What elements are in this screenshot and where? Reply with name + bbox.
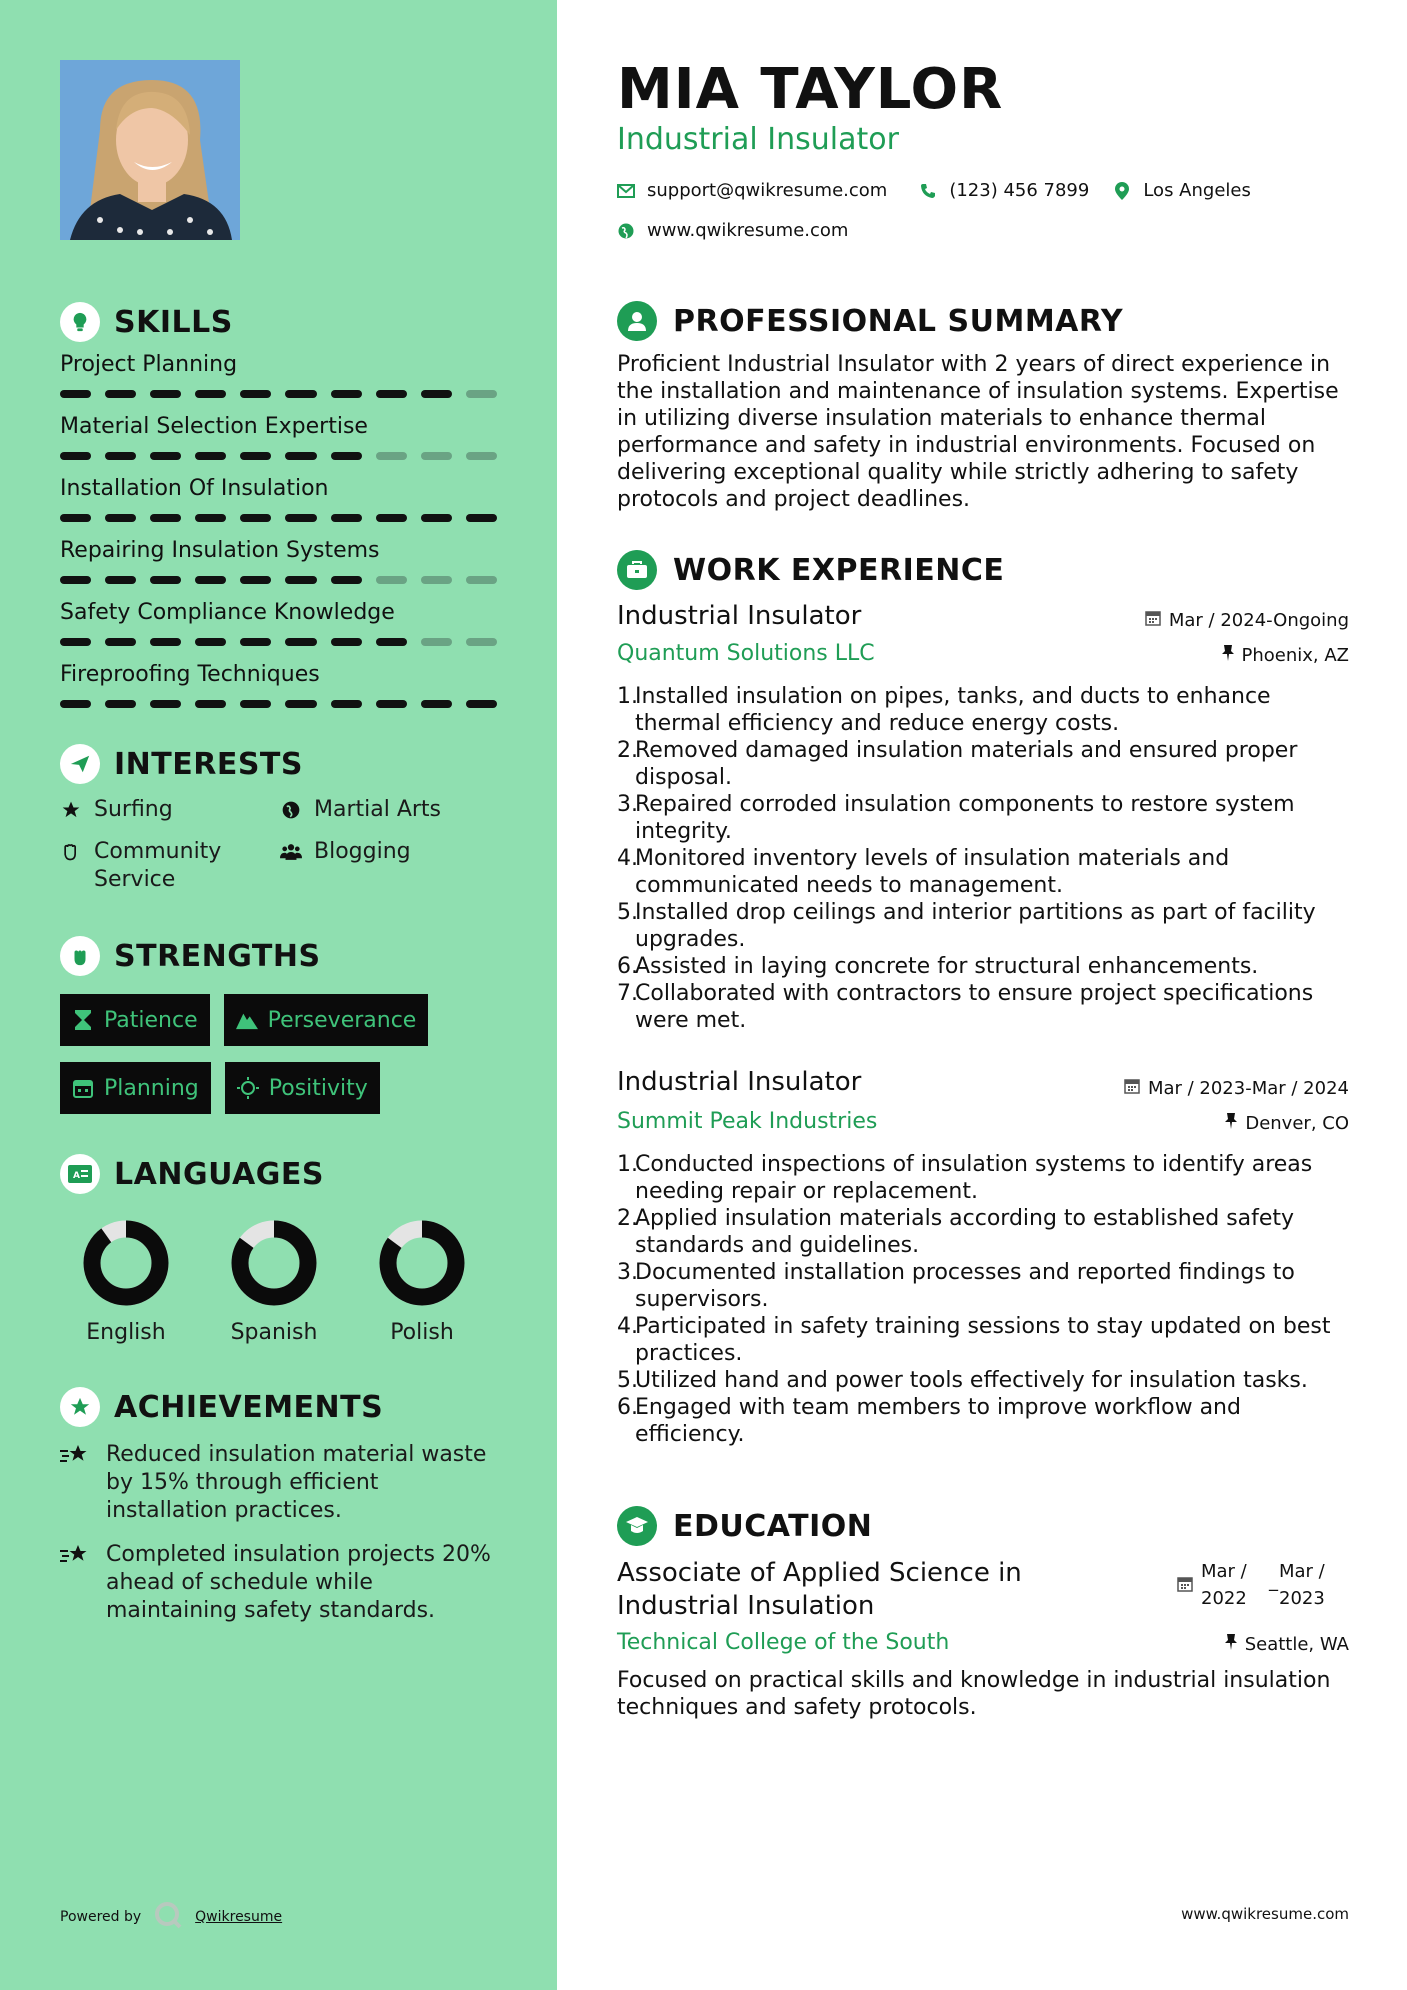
interest-item	[60, 796, 280, 824]
candidate-name: MIA TAYLOR	[617, 57, 1004, 122]
skill-rating-dash	[285, 390, 316, 398]
language-level-ring	[231, 1220, 317, 1306]
star-icon	[60, 796, 82, 824]
pushpin-icon	[1222, 645, 1234, 666]
powered-brand-link[interactable]: Qwikresume	[195, 1909, 283, 1925]
education-title: EDUCATION	[673, 1508, 873, 1544]
skill-rating	[60, 576, 497, 584]
powered-label: Powered by	[60, 1909, 142, 1925]
map-pin-icon	[1113, 182, 1131, 200]
bullet-text: Engaged with team members to improve workflow and efficiency.	[635, 1395, 1241, 1447]
skill-rating-dash	[331, 700, 362, 708]
skill-name: Safety Compliance Knowledge	[60, 600, 395, 625]
bullet-text: Monitored inventory levels of insulation materials and communicated needs to management.	[635, 846, 1230, 898]
interest-item	[280, 838, 500, 894]
qwikresume-logo-icon	[153, 1900, 183, 1934]
languages-heading	[60, 1152, 497, 1196]
skill-rating-dash	[240, 576, 271, 584]
language-name: Spanish	[230, 1320, 318, 1345]
skill-rating-dash	[150, 390, 181, 398]
phone-icon	[919, 182, 937, 200]
skill-rating-dash	[376, 514, 407, 522]
candidate-role: Industrial Insulator	[617, 122, 899, 157]
skill-rating-dash	[195, 390, 226, 398]
education-start-year: 2022	[1201, 1588, 1247, 1609]
strength-label: Planning	[104, 1075, 199, 1101]
globe-icon	[617, 222, 635, 240]
contact-row	[617, 180, 1251, 201]
skill-rating-dash	[60, 700, 91, 708]
envelope-icon	[617, 182, 635, 200]
skill-rating-dash	[240, 452, 271, 460]
job-location-text: Denver, CO	[1245, 1113, 1349, 1134]
skill-rating-dash	[331, 576, 362, 584]
strength-badge	[225, 1062, 380, 1114]
degree-line-2: Industrial Insulation	[617, 1591, 875, 1621]
skill-rating-dash	[331, 390, 362, 398]
bullet-text: Participated in safety training sessions to stay updated on best practices.	[635, 1314, 1331, 1366]
bullet-text: Documented installation processes and reported findings to supervisors.	[635, 1260, 1295, 1312]
skill-rating-dash	[195, 514, 226, 522]
skill-item	[60, 474, 497, 522]
skill-rating-dash	[105, 700, 136, 708]
phone-text: (123) 456 7899	[949, 180, 1090, 201]
strength-badge	[224, 994, 429, 1046]
bullet-text: Conducted inspections of insulation systems to identify areas needing repair or replacement.	[635, 1152, 1313, 1204]
skill-rating	[60, 514, 497, 522]
briefcase-icon	[617, 550, 657, 590]
degree-line-1: Associate of Applied Science in	[617, 1558, 1022, 1588]
job-bullets	[617, 1151, 1352, 1448]
skill-rating-dash	[421, 700, 452, 708]
email-link[interactable]: support@qwikresume.com	[647, 180, 888, 201]
strengths-list	[60, 994, 500, 1114]
skill-rating-dash	[376, 638, 407, 646]
job-date-text: Mar / 2023-Mar / 2024	[1147, 1078, 1349, 1099]
bullet-number: 4.	[617, 846, 638, 871]
interests-list	[60, 796, 497, 894]
achievement-text: Reduced insulation material waste by 15% through efficient installation practices.	[106, 1442, 487, 1523]
skill-name: Material Selection Expertise	[60, 414, 368, 439]
skill-rating-dash	[60, 390, 91, 398]
footer-url[interactable]: www.qwikresume.com	[1181, 1905, 1349, 1923]
interest-label: Martial Arts	[314, 797, 442, 822]
skill-rating-dash	[105, 576, 136, 584]
skill-rating-dash	[195, 452, 226, 460]
job-title: Industrial Insulator	[617, 1067, 862, 1097]
skill-rating	[60, 452, 497, 460]
skill-rating-dash	[421, 638, 452, 646]
skill-rating-dash	[150, 514, 181, 522]
skill-rating-dash	[376, 700, 407, 708]
skill-rating-dash	[105, 390, 136, 398]
language-level-ring	[379, 1220, 465, 1306]
users-icon	[280, 838, 302, 866]
website-link[interactable]: www.qwikresume.com	[647, 220, 849, 241]
job-bullet	[617, 845, 1352, 899]
skill-rating-dash	[240, 638, 271, 646]
skill-rating-dash	[421, 514, 452, 522]
achievement-item	[60, 1541, 497, 1625]
skill-rating-dash	[285, 576, 316, 584]
skill-rating-dash	[60, 576, 91, 584]
job-date	[1124, 1078, 1349, 1099]
skill-rating	[60, 638, 497, 646]
skill-rating-dash	[466, 576, 497, 584]
skill-rating-dash	[285, 514, 316, 522]
hand-icon	[60, 838, 82, 866]
job-location	[1225, 1113, 1349, 1134]
skill-rating-dash	[195, 576, 226, 584]
skill-rating-dash	[60, 638, 91, 646]
job-bullet	[617, 1151, 1352, 1205]
paper-plane-icon	[60, 744, 100, 784]
school-name: Technical College of the South	[617, 1630, 950, 1655]
job-bullet	[617, 1394, 1352, 1448]
achievements-title: ACHIEVEMENTS	[114, 1389, 384, 1425]
job-location-text: Phoenix, AZ	[1241, 645, 1349, 666]
user-icon	[617, 301, 657, 341]
skill-rating-dash	[376, 390, 407, 398]
languages-title: LANGUAGES	[114, 1156, 324, 1192]
skill-rating-dash	[466, 514, 497, 522]
bullet-number: 7.	[617, 981, 638, 1006]
skill-rating-dash	[240, 514, 271, 522]
calendar-icon	[1145, 610, 1161, 631]
skills-list	[60, 350, 497, 708]
bullet-text: Repaired corroded insulation components to restore system integrity.	[635, 792, 1295, 844]
bullet-text: Utilized hand and power tools effectively for insulation tasks.	[635, 1368, 1308, 1393]
hourglass-icon	[72, 1009, 94, 1031]
summary-text: Proficient Industrial Insulator with 2 years of direct experience in the installation and maintenance of insulation systems. Expertise in utilizing diverse insulation materials to enhance thermal performance and safety in industrial environments. Focused on delivering exceptional quality while strictly adhering to safety protocols and project deadlines.	[617, 352, 1339, 512]
interest-label: Community Service	[94, 839, 222, 892]
skill-rating-dash	[376, 452, 407, 460]
skill-rating-dash	[285, 638, 316, 646]
skill-rating-dash	[105, 638, 136, 646]
job-bullet	[617, 1259, 1352, 1313]
language-item	[226, 1220, 322, 1345]
education-dash: _	[1269, 1571, 1278, 1592]
skill-rating-dash	[331, 638, 362, 646]
bullet-text: Installed drop ceilings and interior partitions as part of facility upgrades.	[635, 900, 1316, 952]
language-ring-fill	[92, 1229, 160, 1297]
skill-rating-dash	[150, 452, 181, 460]
lightbulb-icon	[60, 302, 100, 342]
degree-title	[617, 1557, 1022, 1623]
language-name: English	[86, 1320, 166, 1345]
powered-by	[60, 1900, 282, 1934]
summary-heading	[617, 301, 1123, 341]
summary-title: PROFESSIONAL SUMMARY	[673, 303, 1124, 339]
education-end-year: 2023	[1279, 1588, 1325, 1609]
skill-item	[60, 412, 497, 460]
skill-rating-dash	[60, 452, 91, 460]
job-company: Quantum Solutions LLC	[617, 641, 875, 666]
skill-name: Installation Of Insulation	[60, 476, 329, 501]
job-bullet	[617, 683, 1352, 737]
experience-title: WORK EXPERIENCE	[673, 552, 1005, 588]
skill-item	[60, 598, 497, 646]
fist-icon	[60, 936, 100, 976]
achievement-text: Completed insulation projects 20% ahead of schedule while maintaining safety standards.	[106, 1542, 491, 1623]
bullet-text: Applied insulation materials according to established safety standards and guidelines.	[635, 1206, 1295, 1258]
interest-item	[60, 838, 280, 894]
calendar-icon	[72, 1077, 94, 1099]
skill-rating-dash	[150, 576, 181, 584]
bullet-number: 3.	[617, 792, 638, 817]
strength-badge	[60, 994, 210, 1046]
language-icon	[60, 1154, 100, 1194]
language-item	[78, 1220, 174, 1345]
interest-label: Surfing	[94, 797, 173, 822]
shooting-star-icon	[60, 1441, 92, 1525]
skill-rating-dash	[240, 700, 271, 708]
strength-label: Positivity	[268, 1075, 368, 1101]
achievements-heading	[60, 1385, 497, 1429]
skill-rating-dash	[105, 452, 136, 460]
job-title: Industrial Insulator	[617, 601, 862, 631]
svg-text:A: A	[73, 1171, 80, 1181]
bullet-number: 4.	[617, 1314, 638, 1339]
bullet-number: 2.	[617, 1206, 638, 1231]
calendar-icon	[1124, 1078, 1140, 1099]
skill-name: Fireproofing Techniques	[60, 662, 320, 687]
skill-rating-dash	[466, 390, 497, 398]
skill-rating-dash	[150, 638, 181, 646]
skill-rating-dash	[421, 452, 452, 460]
skill-rating	[60, 390, 497, 398]
strengths-heading	[60, 934, 497, 978]
location-text: Los Angeles	[1143, 180, 1251, 201]
job-bullet	[617, 1367, 1352, 1394]
bullet-number: 2.	[617, 738, 638, 763]
bullet-number: 1.	[617, 1152, 638, 1177]
star-badge-icon	[60, 1387, 100, 1427]
profile-photo	[60, 60, 240, 240]
language-level-ring	[83, 1220, 169, 1306]
job-bullets	[617, 683, 1352, 1034]
job-bullet	[617, 953, 1352, 980]
skill-name: Repairing Insulation Systems	[60, 538, 380, 563]
skill-rating-dash	[240, 390, 271, 398]
achievements-list	[60, 1441, 497, 1625]
job-bullet	[617, 737, 1352, 791]
bullet-text: Assisted in laying concrete for structural enhancements.	[635, 954, 1259, 979]
job-bullet	[617, 1313, 1352, 1367]
strength-label: Perseverance	[267, 1007, 417, 1033]
strength-label: Patience	[104, 1007, 198, 1033]
skill-item	[60, 536, 497, 584]
calendar-icon	[1177, 1576, 1193, 1596]
school-location-text: Seattle, WA	[1244, 1634, 1349, 1655]
interests-heading	[60, 742, 497, 786]
skill-rating-dash	[376, 576, 407, 584]
skill-rating-dash	[466, 638, 497, 646]
bullet-text: Installed insulation on pipes, tanks, and ducts to enhance thermal efficiency and reduce energy costs.	[635, 684, 1271, 736]
experience-heading	[617, 550, 1004, 590]
strength-badge	[60, 1062, 211, 1114]
interests-title: INTERESTS	[114, 746, 303, 782]
skill-rating-dash	[285, 700, 316, 708]
skill-rating-dash	[421, 390, 452, 398]
skill-rating-dash	[466, 700, 497, 708]
job-bullet	[617, 791, 1352, 845]
skill-item	[60, 660, 497, 708]
bullet-number: 3.	[617, 1260, 638, 1285]
job-location	[1222, 645, 1350, 666]
mountain-icon	[236, 1009, 258, 1031]
sun-icon	[237, 1077, 259, 1099]
skill-rating-dash	[285, 452, 316, 460]
pushpin-icon	[1225, 1113, 1237, 1134]
skill-rating-dash	[195, 700, 226, 708]
skill-rating-dash	[60, 514, 91, 522]
skills-heading	[60, 300, 497, 344]
job-company: Summit Peak Industries	[617, 1109, 878, 1134]
skill-name: Project Planning	[60, 352, 238, 377]
skill-rating-dash	[331, 514, 362, 522]
shooting-star-icon	[60, 1541, 92, 1625]
school-location	[1225, 1634, 1349, 1655]
bullet-number: 1.	[617, 684, 638, 709]
strengths-title: STRENGTHS	[114, 938, 321, 974]
skill-rating-dash	[466, 452, 497, 460]
education-start	[1201, 1558, 1247, 1612]
language-name: Polish	[390, 1320, 454, 1345]
language-item	[374, 1220, 470, 1345]
education-start-month: Mar /	[1201, 1561, 1247, 1582]
skill-rating-dash	[331, 452, 362, 460]
skill-item	[60, 350, 497, 398]
job-bullet	[617, 980, 1352, 1034]
bullet-number: 6.	[617, 1395, 638, 1420]
achievement-item	[60, 1441, 497, 1525]
globe-icon	[280, 796, 302, 824]
education-end-month: Mar /	[1279, 1561, 1325, 1582]
skill-rating-dash	[195, 638, 226, 646]
pushpin-icon	[1225, 1634, 1237, 1655]
education-heading	[617, 1506, 872, 1546]
education-end	[1279, 1558, 1325, 1612]
website-row	[617, 220, 848, 241]
job-bullet	[617, 899, 1352, 953]
skill-rating-dash	[105, 514, 136, 522]
bullet-text: Removed damaged insulation materials and ensured proper disposal.	[635, 738, 1298, 790]
sidebar	[0, 0, 557, 1990]
skill-rating-dash	[150, 700, 181, 708]
bullet-number: 5.	[617, 1368, 638, 1393]
languages-list	[60, 1220, 497, 1345]
interest-item	[280, 796, 500, 824]
skill-rating-dash	[421, 576, 452, 584]
skill-rating	[60, 700, 497, 708]
interest-label: Blogging	[314, 839, 411, 864]
job-date-text: Mar / 2024-Ongoing	[1168, 610, 1349, 631]
skills-title: SKILLS	[114, 304, 233, 340]
bullet-text: Collaborated with contractors to ensure project specifications were met.	[635, 981, 1314, 1033]
bullet-number: 6.	[617, 954, 638, 979]
education-text: Focused on practical skills and knowledge in industrial insulation techniques and safety protocols.	[617, 1668, 1331, 1720]
job-date	[1145, 610, 1349, 631]
bullet-number: 5.	[617, 900, 638, 925]
graduation-cap-icon	[617, 1506, 657, 1546]
job-bullet	[617, 1205, 1352, 1259]
